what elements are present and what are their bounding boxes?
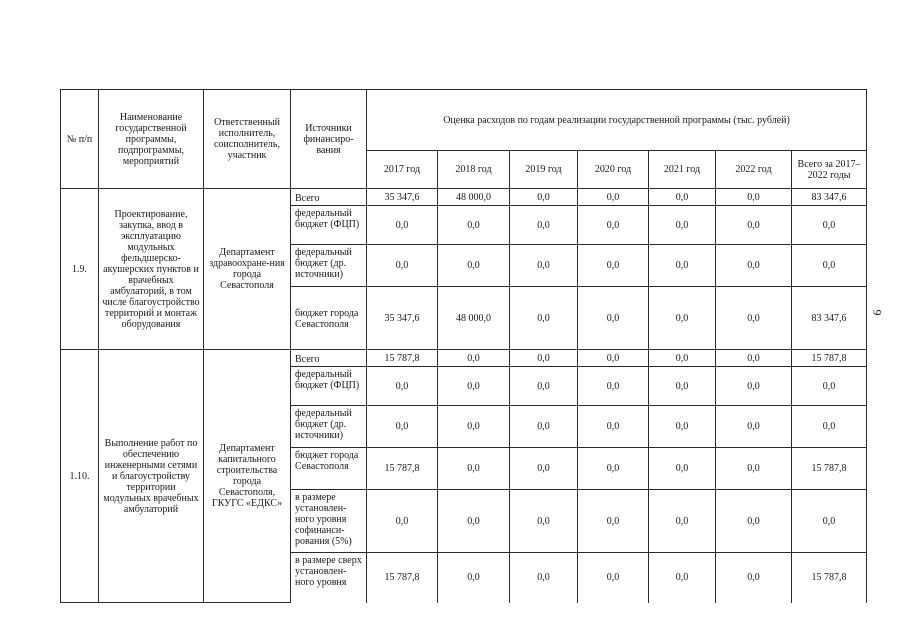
table-row xyxy=(61,350,867,367)
value-total: 15 787,8 xyxy=(792,350,867,367)
value: 0,0 xyxy=(649,350,716,367)
source: Всего xyxy=(291,350,367,367)
value: 0,0 xyxy=(367,367,438,406)
value: 0,0 xyxy=(578,206,649,245)
header-year-total: Всего за 2017–2022 годы xyxy=(792,151,867,189)
value: 0,0 xyxy=(438,406,510,448)
header-year: 2020 год xyxy=(578,151,649,189)
value: 15 787,8 xyxy=(367,553,438,603)
responsible: Департамент здравоохране-ния города Севастополя xyxy=(204,189,291,350)
value: 0,0 xyxy=(649,287,716,350)
source: бюджет города Севастополя xyxy=(291,287,367,350)
value: 0,0 xyxy=(510,245,578,287)
value: 0,0 xyxy=(578,448,649,490)
source: Всего xyxy=(291,189,367,206)
header-sources: Источники финансиро-вания xyxy=(291,90,367,189)
value-total: 0,0 xyxy=(792,367,867,406)
value: 0,0 xyxy=(716,406,792,448)
value-total: 15 787,8 xyxy=(792,553,867,603)
value: 0,0 xyxy=(649,206,716,245)
value-total: 0,0 xyxy=(792,406,867,448)
value: 0,0 xyxy=(716,490,792,553)
value: 0,0 xyxy=(438,553,510,603)
value-total: 0,0 xyxy=(792,245,867,287)
source: федеральный бюджет (ФЦП) xyxy=(291,367,367,406)
value: 0,0 xyxy=(649,406,716,448)
value: 0,0 xyxy=(438,448,510,490)
value: 0,0 xyxy=(510,350,578,367)
value: 0,0 xyxy=(716,245,792,287)
value: 0,0 xyxy=(578,367,649,406)
header-name: Наименование государственной программы, подпрограммы, мероприятий xyxy=(99,90,204,189)
value: 48 000,0 xyxy=(438,287,510,350)
row-num: 1.9. xyxy=(61,189,99,350)
header-year: 2018 год xyxy=(438,151,510,189)
value: 0,0 xyxy=(510,287,578,350)
value: 0,0 xyxy=(438,206,510,245)
value: 15 787,8 xyxy=(367,350,438,367)
value-total: 0,0 xyxy=(792,206,867,245)
value: 15 787,8 xyxy=(367,448,438,490)
measure-name: Выполнение работ по обеспечению инженерными сетями и благоустройству территории модульных врачебных амбулаторий xyxy=(99,350,204,603)
value: 0,0 xyxy=(438,245,510,287)
value: 0,0 xyxy=(649,490,716,553)
value: 48 000,0 xyxy=(438,189,510,206)
value: 0,0 xyxy=(510,406,578,448)
value: 0,0 xyxy=(510,367,578,406)
value-total: 83 347,6 xyxy=(792,287,867,350)
value: 0,0 xyxy=(716,206,792,245)
source: в размере установлен-ного уровня софинанси-рования (5%) xyxy=(291,490,367,553)
value: 0,0 xyxy=(438,367,510,406)
value: 0,0 xyxy=(716,189,792,206)
header-year: 2021 год xyxy=(649,151,716,189)
value: 35 347,6 xyxy=(367,287,438,350)
value: 0,0 xyxy=(716,448,792,490)
value: 0,0 xyxy=(716,287,792,350)
value-total: 15 787,8 xyxy=(792,448,867,490)
value: 0,0 xyxy=(578,553,649,603)
value: 0,0 xyxy=(578,350,649,367)
source: бюджет города Севастополя xyxy=(291,448,367,490)
value: 0,0 xyxy=(438,490,510,553)
value: 0,0 xyxy=(578,490,649,553)
header-year: 2017 год xyxy=(367,151,438,189)
page-number: 9 xyxy=(870,309,885,316)
header-year: 2019 год xyxy=(510,151,578,189)
value: 0,0 xyxy=(510,189,578,206)
value: 0,0 xyxy=(716,367,792,406)
responsible: Департамент капитального строительства города Севастополя, ГКУГС «ЕДКС» xyxy=(204,350,291,603)
value: 0,0 xyxy=(367,406,438,448)
value: 0,0 xyxy=(510,553,578,603)
value: 0,0 xyxy=(578,189,649,206)
source: в размере сверх установлен-ного уровня xyxy=(291,553,367,603)
value: 0,0 xyxy=(367,490,438,553)
header-num: № п/п xyxy=(61,90,99,189)
measure-name: Проектирование, закупка, ввод в эксплуатацию модульных фельдшерско-акушерских пунктов и врачебных амбулаторий, в том числе благоустройство территорий и монтаж оборудования xyxy=(99,189,204,350)
value: 0,0 xyxy=(510,448,578,490)
value: 0,0 xyxy=(367,206,438,245)
source: федеральный бюджет (др. источники) xyxy=(291,406,367,448)
header-responsible: Ответственный исполнитель, соисполнитель, участник xyxy=(204,90,291,189)
value: 0,0 xyxy=(649,189,716,206)
source: федеральный бюджет (ФЦП) xyxy=(291,206,367,245)
value: 0,0 xyxy=(510,206,578,245)
value: 0,0 xyxy=(649,553,716,603)
value: 0,0 xyxy=(438,350,510,367)
value: 35 347,6 xyxy=(367,189,438,206)
value: 0,0 xyxy=(578,245,649,287)
value: 0,0 xyxy=(649,367,716,406)
row-num: 1.10. xyxy=(61,350,99,603)
header-estimate: Оценка расходов по годам реализации государственной программы (тыс. рублей) xyxy=(367,90,867,151)
source: федеральный бюджет (др. источники) xyxy=(291,245,367,287)
header-row xyxy=(61,90,867,151)
value: 0,0 xyxy=(716,553,792,603)
value: 0,0 xyxy=(578,406,649,448)
value: 0,0 xyxy=(510,490,578,553)
value: 0,0 xyxy=(649,448,716,490)
budget-table xyxy=(60,89,867,603)
value-total: 83 347,6 xyxy=(792,189,867,206)
table-row xyxy=(61,189,867,206)
header-year: 2022 год xyxy=(716,151,792,189)
value: 0,0 xyxy=(578,287,649,350)
value: 0,0 xyxy=(649,245,716,287)
value: 0,0 xyxy=(716,350,792,367)
value: 0,0 xyxy=(367,245,438,287)
value-total: 0,0 xyxy=(792,490,867,553)
